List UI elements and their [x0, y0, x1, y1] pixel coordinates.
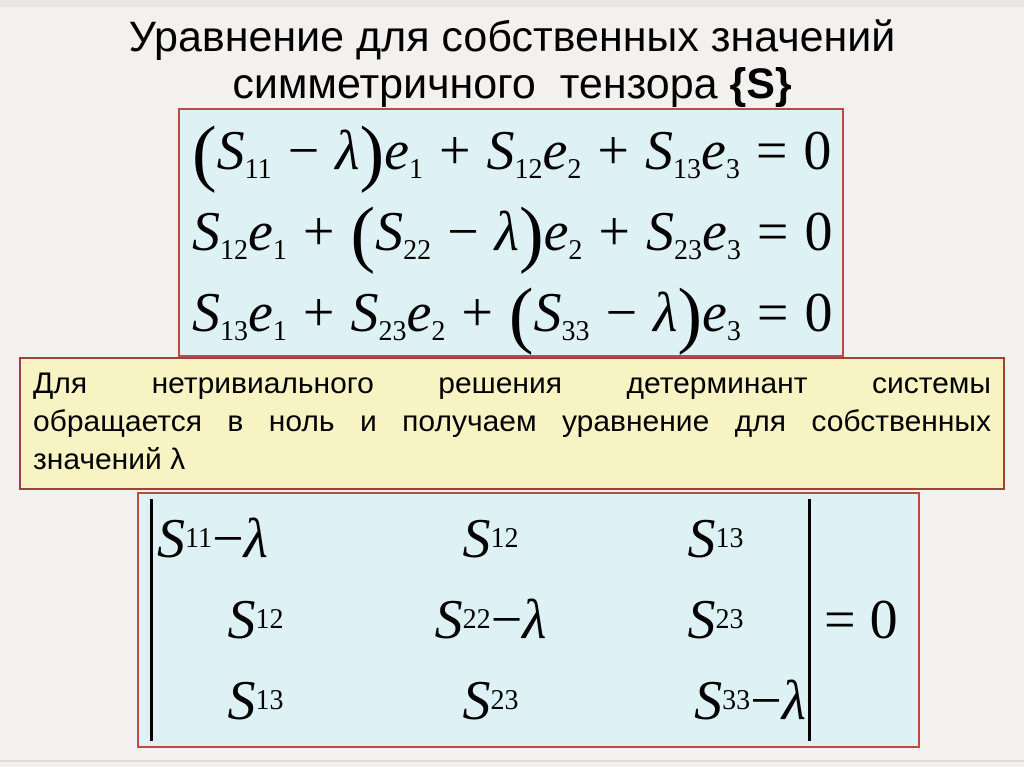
- determinant-bars: [150, 499, 811, 741]
- matrix-cell-r1c0: S 12: [227, 588, 284, 651]
- matrix-cell-r0c0: S 11 − λ: [157, 508, 268, 571]
- slide-title: [0, 14, 1024, 108]
- matrix-cell-r2c1: S 23: [462, 669, 519, 732]
- nontrivial-solution-note-box: [19, 357, 1005, 490]
- equation-line-3: $S_{13}e_1 + S_{23}e_2 + (S_{33} - \lambda)e_3 = 0$: [192, 273, 833, 356]
- equation-line-2: $S_{12}e_1 + (S_{22} - \lambda)e_2 + S_{23}e_3 = 0$: [192, 192, 833, 275]
- title-line-2-text: симметричного тензора: [232, 60, 730, 108]
- top-edge-strip: [0, 0, 1024, 7]
- matrix-cell-r0c1: S 12: [462, 508, 519, 571]
- matrix-cell-r1c2: S 23: [687, 588, 744, 651]
- note-line-3: значений λ: [33, 443, 186, 476]
- determinant-box: [137, 492, 920, 748]
- determinant-matrix: [153, 499, 808, 741]
- matrix-cell-r0c2: S 13: [687, 508, 744, 571]
- note-line-1: Для нетривиального решения детерминант системы: [33, 367, 991, 400]
- eigen-equations-box: [178, 108, 844, 357]
- bottom-edge-line: [0, 760, 1024, 762]
- title-line-1: Уравнение для собственных значений: [128, 13, 896, 61]
- matrix-cell-r1c1: S 22 − λ: [434, 588, 547, 651]
- determinant-rhs: = 0: [824, 589, 898, 651]
- title-line-2: [0, 61, 1024, 108]
- matrix-cell-r2c2: S 33 − λ: [694, 669, 806, 732]
- note-line-2: обращается в ноль и получаем уравнение для собственных: [33, 405, 991, 438]
- matrix-cell-r2c0: S 13: [227, 669, 284, 732]
- title-tensor-symbol: {S}: [729, 60, 792, 108]
- equation-line-1: $(S_{11} - \lambda)e_1 + S_{12}e_2 + S_{13}e_3 = 0$: [192, 111, 832, 194]
